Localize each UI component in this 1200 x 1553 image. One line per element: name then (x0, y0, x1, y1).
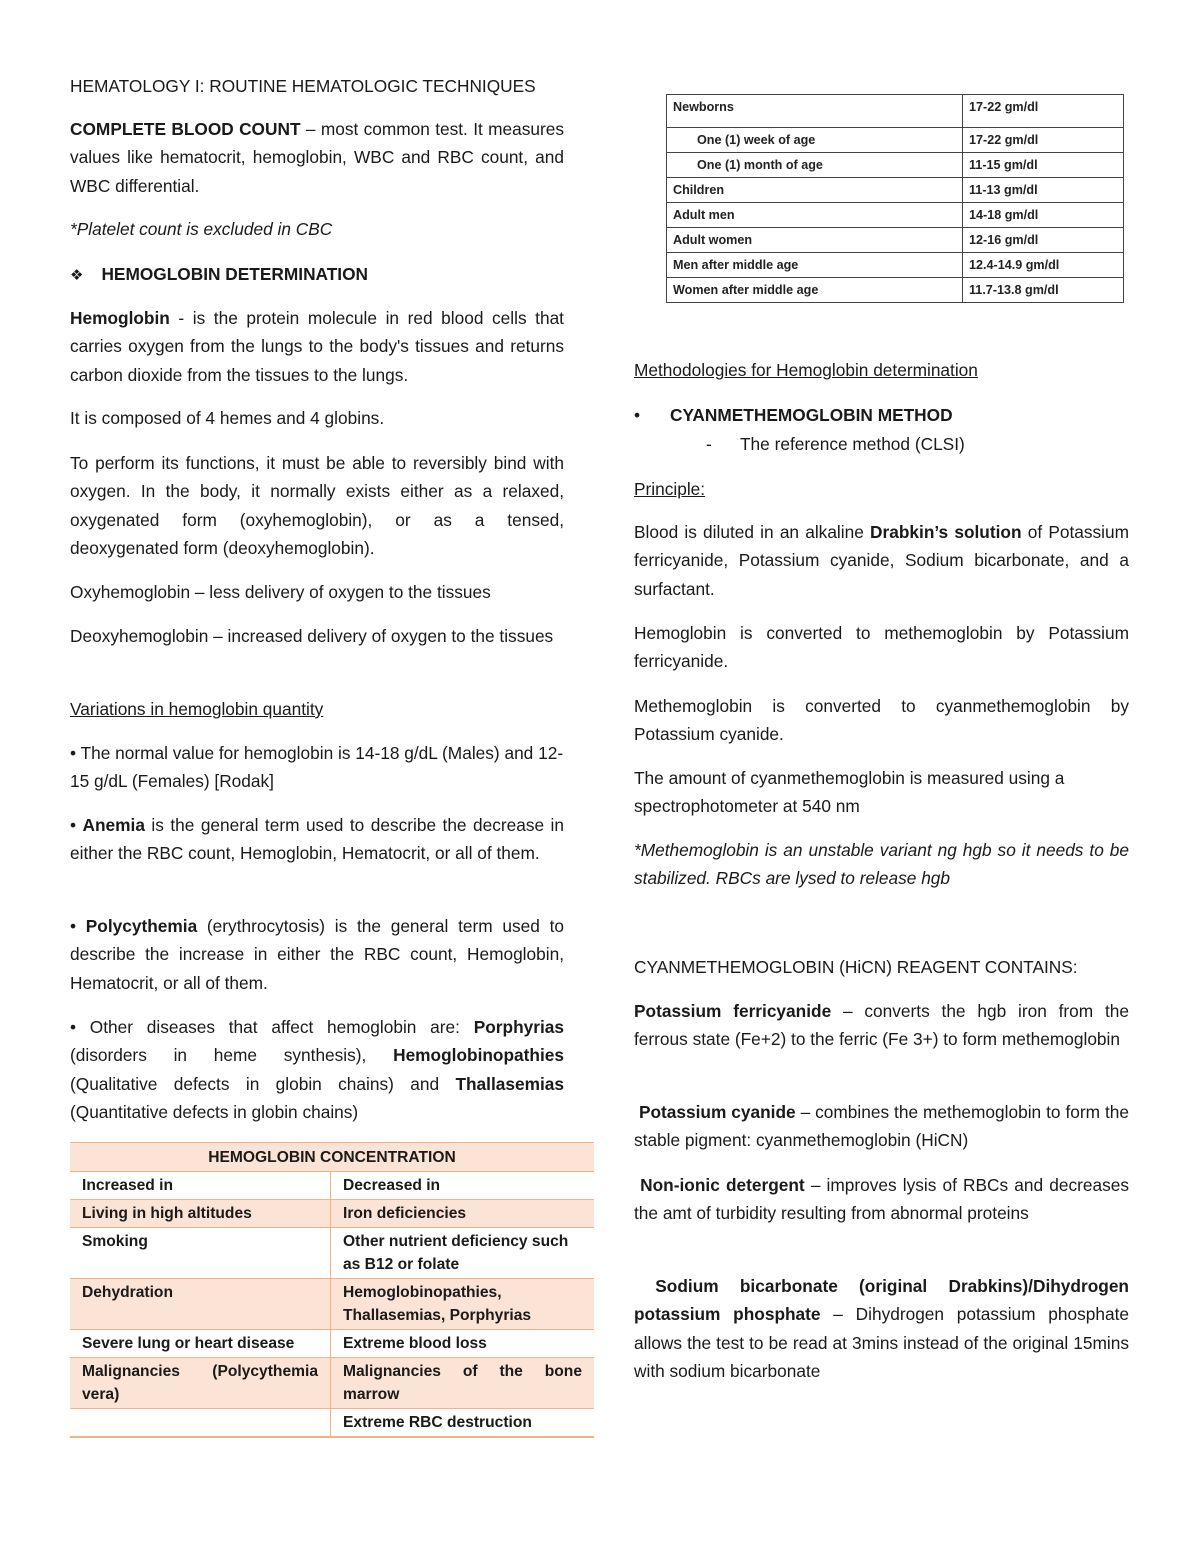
cbc-heading: COMPLETE BLOOD COUNT (70, 119, 301, 139)
table-row (667, 128, 1124, 153)
hgb-heading-text: HEMOGLOBIN DETERMINATION (101, 264, 369, 284)
anemia-term: Anemia (82, 815, 145, 835)
table-cell: Adult men (667, 203, 963, 228)
table-cell: Extreme blood loss (331, 1330, 595, 1358)
table-cell (70, 1409, 331, 1438)
table-row (70, 1279, 594, 1330)
deoxyhemoglobin-line: Deoxyhemoglobin – increased delivery of oxygen to the tissues (70, 626, 554, 646)
method-item (634, 401, 1129, 429)
table-row (667, 253, 1124, 278)
table-cell: One (1) month of age (667, 153, 963, 178)
table-cell: Hemoglobinopathies, Thallasemias, Porphyrias (331, 1279, 595, 1330)
bullet-icon: • (634, 405, 641, 425)
variations-heading: Variations in hemoglobin quantity (70, 699, 324, 719)
table-row (70, 1358, 594, 1409)
hgb-section-heading (70, 260, 564, 290)
table-cell: Extreme RBC destruction (331, 1409, 595, 1438)
table-cell: 17-22 gm/dl (963, 95, 1124, 128)
table-cell: Dehydration (70, 1279, 331, 1330)
table-cell: 11.7-13.8 gm/dl (963, 278, 1124, 303)
table-row (70, 1409, 594, 1438)
principle-p2: Hemoglobin is converted to methemoglobin by Potassium ferricyanide. (634, 623, 1129, 672)
polycythemia-bullet: • Polycythemia (erythrocytosis) is the general term used to describe the increase in either the RBC count, Hemoglobin, Hematocrit, or all of them. (70, 916, 564, 993)
table-cell: Severe lung or heart disease (70, 1330, 331, 1358)
methods-heading: Methodologies for Hemoglobin determination (634, 360, 978, 380)
table-cell: Malignancies of the bone marrow (331, 1358, 595, 1409)
oxyhemoglobin-line: Oxyhemoglobin – less delivery of oxygen to the tissues (70, 582, 491, 602)
principle-heading: Principle: (634, 479, 706, 499)
methemoglobin-note: *Methemoglobin is an unstable variant ng hgb so it needs to be stabilized. RBCs are lysed to release hgb (634, 840, 1129, 889)
hgb-functions: To perform its functions, it must be able to reversibly bind with oxygen. In the body, it normally exists either as a relaxed, oxygenated form (oxyhemoglobin), or as a tensed, deoxygenated form (deoxyhemoglobin). (70, 453, 564, 559)
hgb-definition (70, 304, 564, 389)
table-cell: One (1) week of age (667, 128, 963, 153)
table-row (667, 278, 1124, 303)
cbc-note (70, 215, 564, 243)
table-row (70, 1200, 594, 1228)
reagent-item-3: Non-ionic detergent – improves lysis of RBCs and decreases the amt of turbidity resulting from abnormal proteins (634, 1175, 1130, 1224)
normal-value-bullet: • The normal value for hemoglobin is 14-18 g/dL (Males) and 12-15 g/dL (Females) [Rodak] (70, 743, 564, 792)
table-cell: Men after middle age (667, 253, 963, 278)
hgb-composition: It is composed of 4 hemes and 4 globins. (70, 408, 385, 428)
cbc-note-text: *Platelet count is excluded in CBC (70, 219, 333, 239)
table-cell: Newborns (667, 95, 963, 128)
table-cell: Iron deficiencies (331, 1200, 595, 1228)
hgb-def-text: - is the protein molecule in red blood cells that carries oxygen from the lungs to the body's tissues and returns carbon dioxide from the tissues to the lungs. (70, 308, 564, 385)
hgb-term: Hemoglobin (70, 308, 170, 328)
table-row (667, 203, 1124, 228)
table-title: HEMOGLOBIN CONCENTRATION (70, 1143, 594, 1172)
table-cell: 12.4-14.9 gm/dl (963, 253, 1124, 278)
table-cell: 14-18 gm/dl (963, 203, 1124, 228)
method-sub-text: The reference method (CLSI) (740, 434, 965, 454)
column-header-increased: Increased in (70, 1172, 331, 1200)
cbc-paragraph (70, 115, 564, 200)
column-header-decreased: Decreased in (331, 1172, 595, 1200)
reagent-item-4: Sodium bicarbonate (original Drabkins)/Dihydrogen potassium phosphate – Dihydrogen potassium phosphate allows the test to be read at 3mins instead of the original 15mins with sodium bicarbonate (634, 1276, 1129, 1382)
drabkins-term: Drabkin’s solution (870, 522, 1022, 542)
table-row (667, 95, 1124, 128)
method-name: CYANMETHEMOGLOBIN METHOD (670, 405, 953, 425)
normal-values-table (666, 94, 1124, 303)
table-cell: Other nutrient deficiency such as B12 or folate (331, 1228, 595, 1279)
table-cell: 12-16 gm/dl (963, 228, 1124, 253)
table-row (667, 178, 1124, 203)
table-cell: Women after middle age (667, 278, 963, 303)
table-cell: 11-15 gm/dl (963, 153, 1124, 178)
table-cell: Smoking (70, 1228, 331, 1279)
table-cell: Children (667, 178, 963, 203)
method-sub-item (706, 430, 1129, 458)
anemia-bullet: • Anemia is the general term used to describe the decrease in either the RBC count, Hemoglobin, Hematocrit, or all of them. (70, 815, 564, 864)
principle-p1: Blood is diluted in an alkaline Drabkin’s solution of Potassium ferricyanide, Potassium cyanide, Sodium bicarbonate, and a surfactant. (634, 522, 1130, 599)
table-cell: Adult women (667, 228, 963, 253)
document-title: HEMATOLOGY I: ROUTINE HEMATOLOGIC TECHNIQUES (70, 76, 536, 96)
table-cell: Living in high altitudes (70, 1200, 331, 1228)
principle-p3: Methemoglobin is converted to cyanmethemoglobin by Potassium cyanide. (634, 696, 1129, 745)
table-cell: 11-13 gm/dl (963, 178, 1124, 203)
cbc-text: – most common test. It measures values like hematocrit, hemoglobin, WBC and RBC count, and WBC differential. (70, 119, 565, 196)
reagent-heading: CYANMETHEMOGLOBIN (HiCN) REAGENT CONTAINS: (634, 957, 1078, 977)
hemoglobin-concentration-table (70, 1142, 594, 1438)
table-cell: 17-22 gm/dl (963, 128, 1124, 153)
table-row (70, 1330, 594, 1358)
other-diseases-bullet: • Other diseases that affect hemoglobin are: Porphyrias (disorders in heme synthesis), Hemoglobinopathies (Qualitative defects in globin chains) and Thallasemias (Quantitative defects in globin chains) (70, 1017, 564, 1123)
reagent-item-2: Potassium cyanide – combines the methemoglobin to form the stable pigment: cyanmethemoglobin (HiCN) (634, 1102, 1129, 1151)
polycythemia-term: Polycythemia (85, 916, 198, 936)
dash-bullet: - (706, 434, 712, 454)
principle-p4: The amount of cyanmethemoglobin is measured using a spectrophotometer at 540 nm (634, 768, 1065, 817)
reagent-item-1: Potassium ferricyanide – converts the hgb iron from the ferrous state (Fe+2) to the ferric (Fe 3+) to form methemoglobin (634, 1001, 1130, 1050)
table-row (667, 228, 1124, 253)
diamond-bullet-icon: ❖ (70, 267, 84, 284)
table-cell: Malignancies (Polycythemia vera) (70, 1358, 331, 1409)
table-row (70, 1228, 594, 1279)
table-row (667, 153, 1124, 178)
